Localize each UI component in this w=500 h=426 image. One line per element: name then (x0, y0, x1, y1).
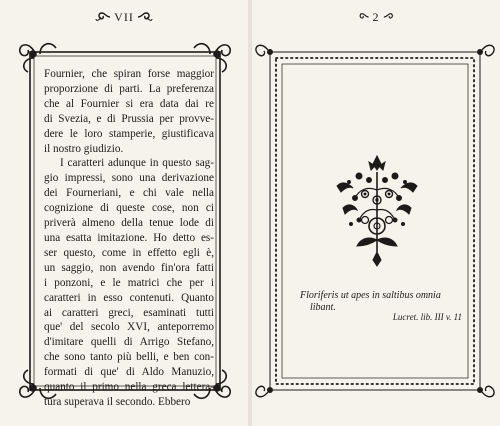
text-line: il nostro giudizio. (44, 142, 124, 155)
verse-quote (300, 290, 462, 314)
text-line: dere le loro stamperie, giustificava (44, 127, 214, 140)
text-line: gio impressi, sono una derivazione (44, 172, 214, 185)
page-number: VII (114, 9, 134, 24)
text-line: che sono tanto più belli, e ben con- (44, 351, 214, 364)
text-line: di Svezia, e di Prussia per provve- (44, 112, 214, 125)
left-page (0, 0, 248, 426)
text-line: i ponzoni, e le matrici che per i (44, 276, 214, 289)
text-line: una esatta imitazione. Ho detto es- (44, 231, 214, 244)
text-line: que' del secolo XVI, anteporremo (44, 321, 214, 334)
page-number: 2 (372, 9, 380, 24)
text-line: che al Fournier si era data dai re (44, 97, 214, 110)
body-text (44, 67, 214, 410)
text-line: I caratteri adunque in questo sag- (60, 157, 214, 170)
text-line: caratteri in esso contenuti. Quanto (44, 291, 214, 304)
text-line: un saggio, non avendo fin'ora fatti (44, 261, 214, 274)
text-line: proporzione di parti. La preferenza (44, 82, 214, 95)
floral-ornament-icon (329, 150, 425, 270)
text-line: dei Fourneriani, e chi vale nella (44, 187, 214, 200)
text-line: cognizione di queste cose, non ci (44, 202, 214, 215)
text-line: ser questo, come in effetto egli è, (44, 246, 214, 259)
right-page (252, 0, 500, 426)
text-line: formati di que' di Aldo Manuzio, (44, 366, 214, 379)
verse-line: Floriferis ut apes in saltibus omnia (300, 290, 441, 301)
text-line: d'imitare quelli di Arrigo Stefano, (44, 336, 214, 349)
text-line: quanto il primo nella greca lettera- (44, 381, 214, 394)
text-line: tura superava il secondo. Ebbero (44, 395, 191, 408)
text-line: priverà almeno della tenue lode di (44, 217, 214, 230)
verse-source: Lucret. lib. III v. 11 (392, 312, 462, 322)
verse-line: libant. (310, 302, 336, 313)
text-line: Fournier, che spiran forse maggior (44, 68, 214, 80)
text-line: ai caratteri greci, esaminati tutti (44, 306, 214, 319)
